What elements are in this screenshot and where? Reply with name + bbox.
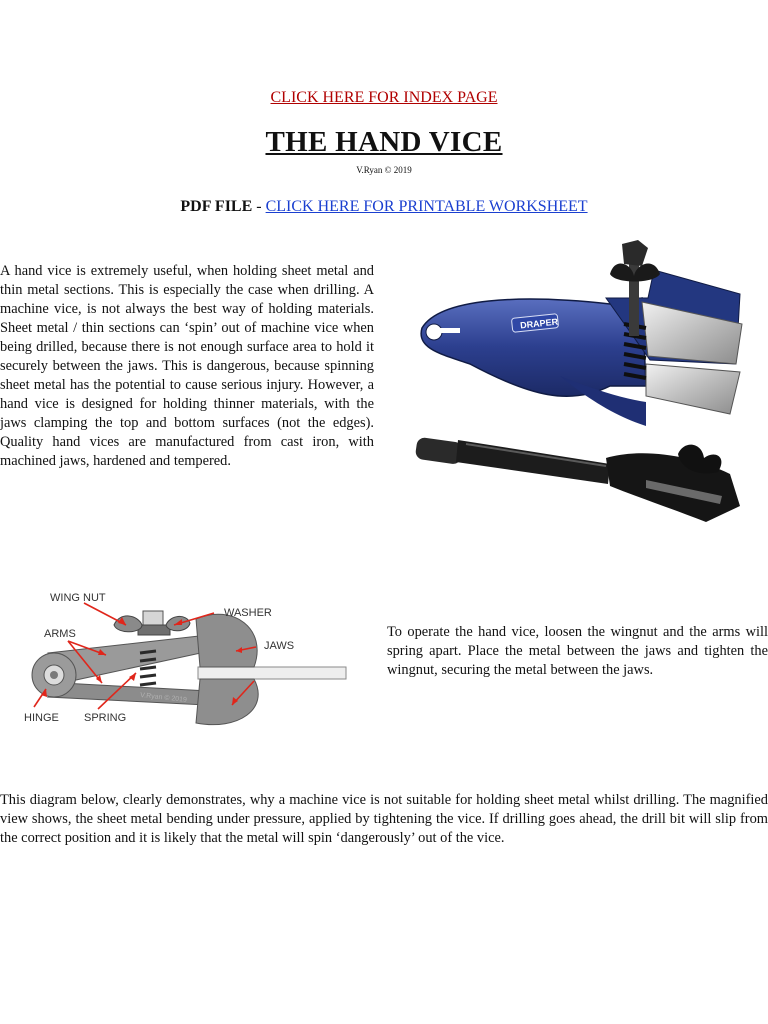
pdf-separator: - xyxy=(252,198,266,215)
black-pin-vice xyxy=(415,437,740,522)
pdf-file-line xyxy=(0,198,768,216)
page-title: THE HAND VICE xyxy=(265,126,503,158)
washer-label: WASHER xyxy=(224,607,272,619)
upper-jaw-shape xyxy=(196,614,257,667)
brand-label: DRAPER xyxy=(519,316,559,331)
arms-label: ARMS xyxy=(44,628,76,640)
diagram-note-paragraph: This diagram below, clearly demonstrates, why a machine vice is not suitable for holding sheet metal whilst drilling. The magnified view shows, the sheet metal bending under pressure, applied by tightening the vice. If drilling goes ahead, the drill bit will slip from the correct position and it is likely that the metal will spin ‘dangerously’ out of the vice. xyxy=(0,792,768,846)
wing-nut-shape xyxy=(114,616,142,632)
spring-label: SPRING xyxy=(84,712,127,724)
author-credit: V.Ryan © 2019 xyxy=(356,165,412,175)
hand-vice-photo xyxy=(410,236,755,536)
intro-paragraph: A hand vice is extremely useful, when holding sheet metal and thin metal sections. This is especially the case when drilling. A machine vice, is not always the best way of holding materials. Sheet metal / thin sections can ‘spin’ out of machine vice when being drilled, because there is not enough surface area to hold it securely between the jaws. This is dangerous, because spinning sheet metal has the potential to cause serious injury. However, a hand vice is designed for holding thinner materials, with the jaws clamping the top and bottom surfaces (not the edges). Quality hand vices are manufactured from cast iron, with machined jaws, hardened and tempered. xyxy=(0,263,374,469)
operate-paragraph: To operate the hand vice, loosen the wingnut and the arms will spring apart. Place the metal between the jaws and tighten the wingnut, securing the metal between the jaws. xyxy=(387,624,768,678)
index-page-link[interactable]: CLICK HERE FOR INDEX PAGE xyxy=(270,89,498,106)
wing-nut-label: WING NUT xyxy=(50,592,106,604)
washer-shape xyxy=(138,625,170,635)
hinge-label: HINGE xyxy=(24,712,59,724)
hand-vice-diagram xyxy=(18,585,358,735)
jaws-label: JAWS xyxy=(264,640,295,652)
blue-hand-vice xyxy=(421,240,742,426)
diagram-watermark: V.Ryan © 2019 xyxy=(139,692,188,704)
sheet-metal-shape xyxy=(198,667,346,679)
printable-worksheet-link[interactable]: CLICK HERE FOR PRINTABLE WORKSHEET xyxy=(265,198,588,215)
pdf-file-label: PDF FILE xyxy=(180,198,253,215)
